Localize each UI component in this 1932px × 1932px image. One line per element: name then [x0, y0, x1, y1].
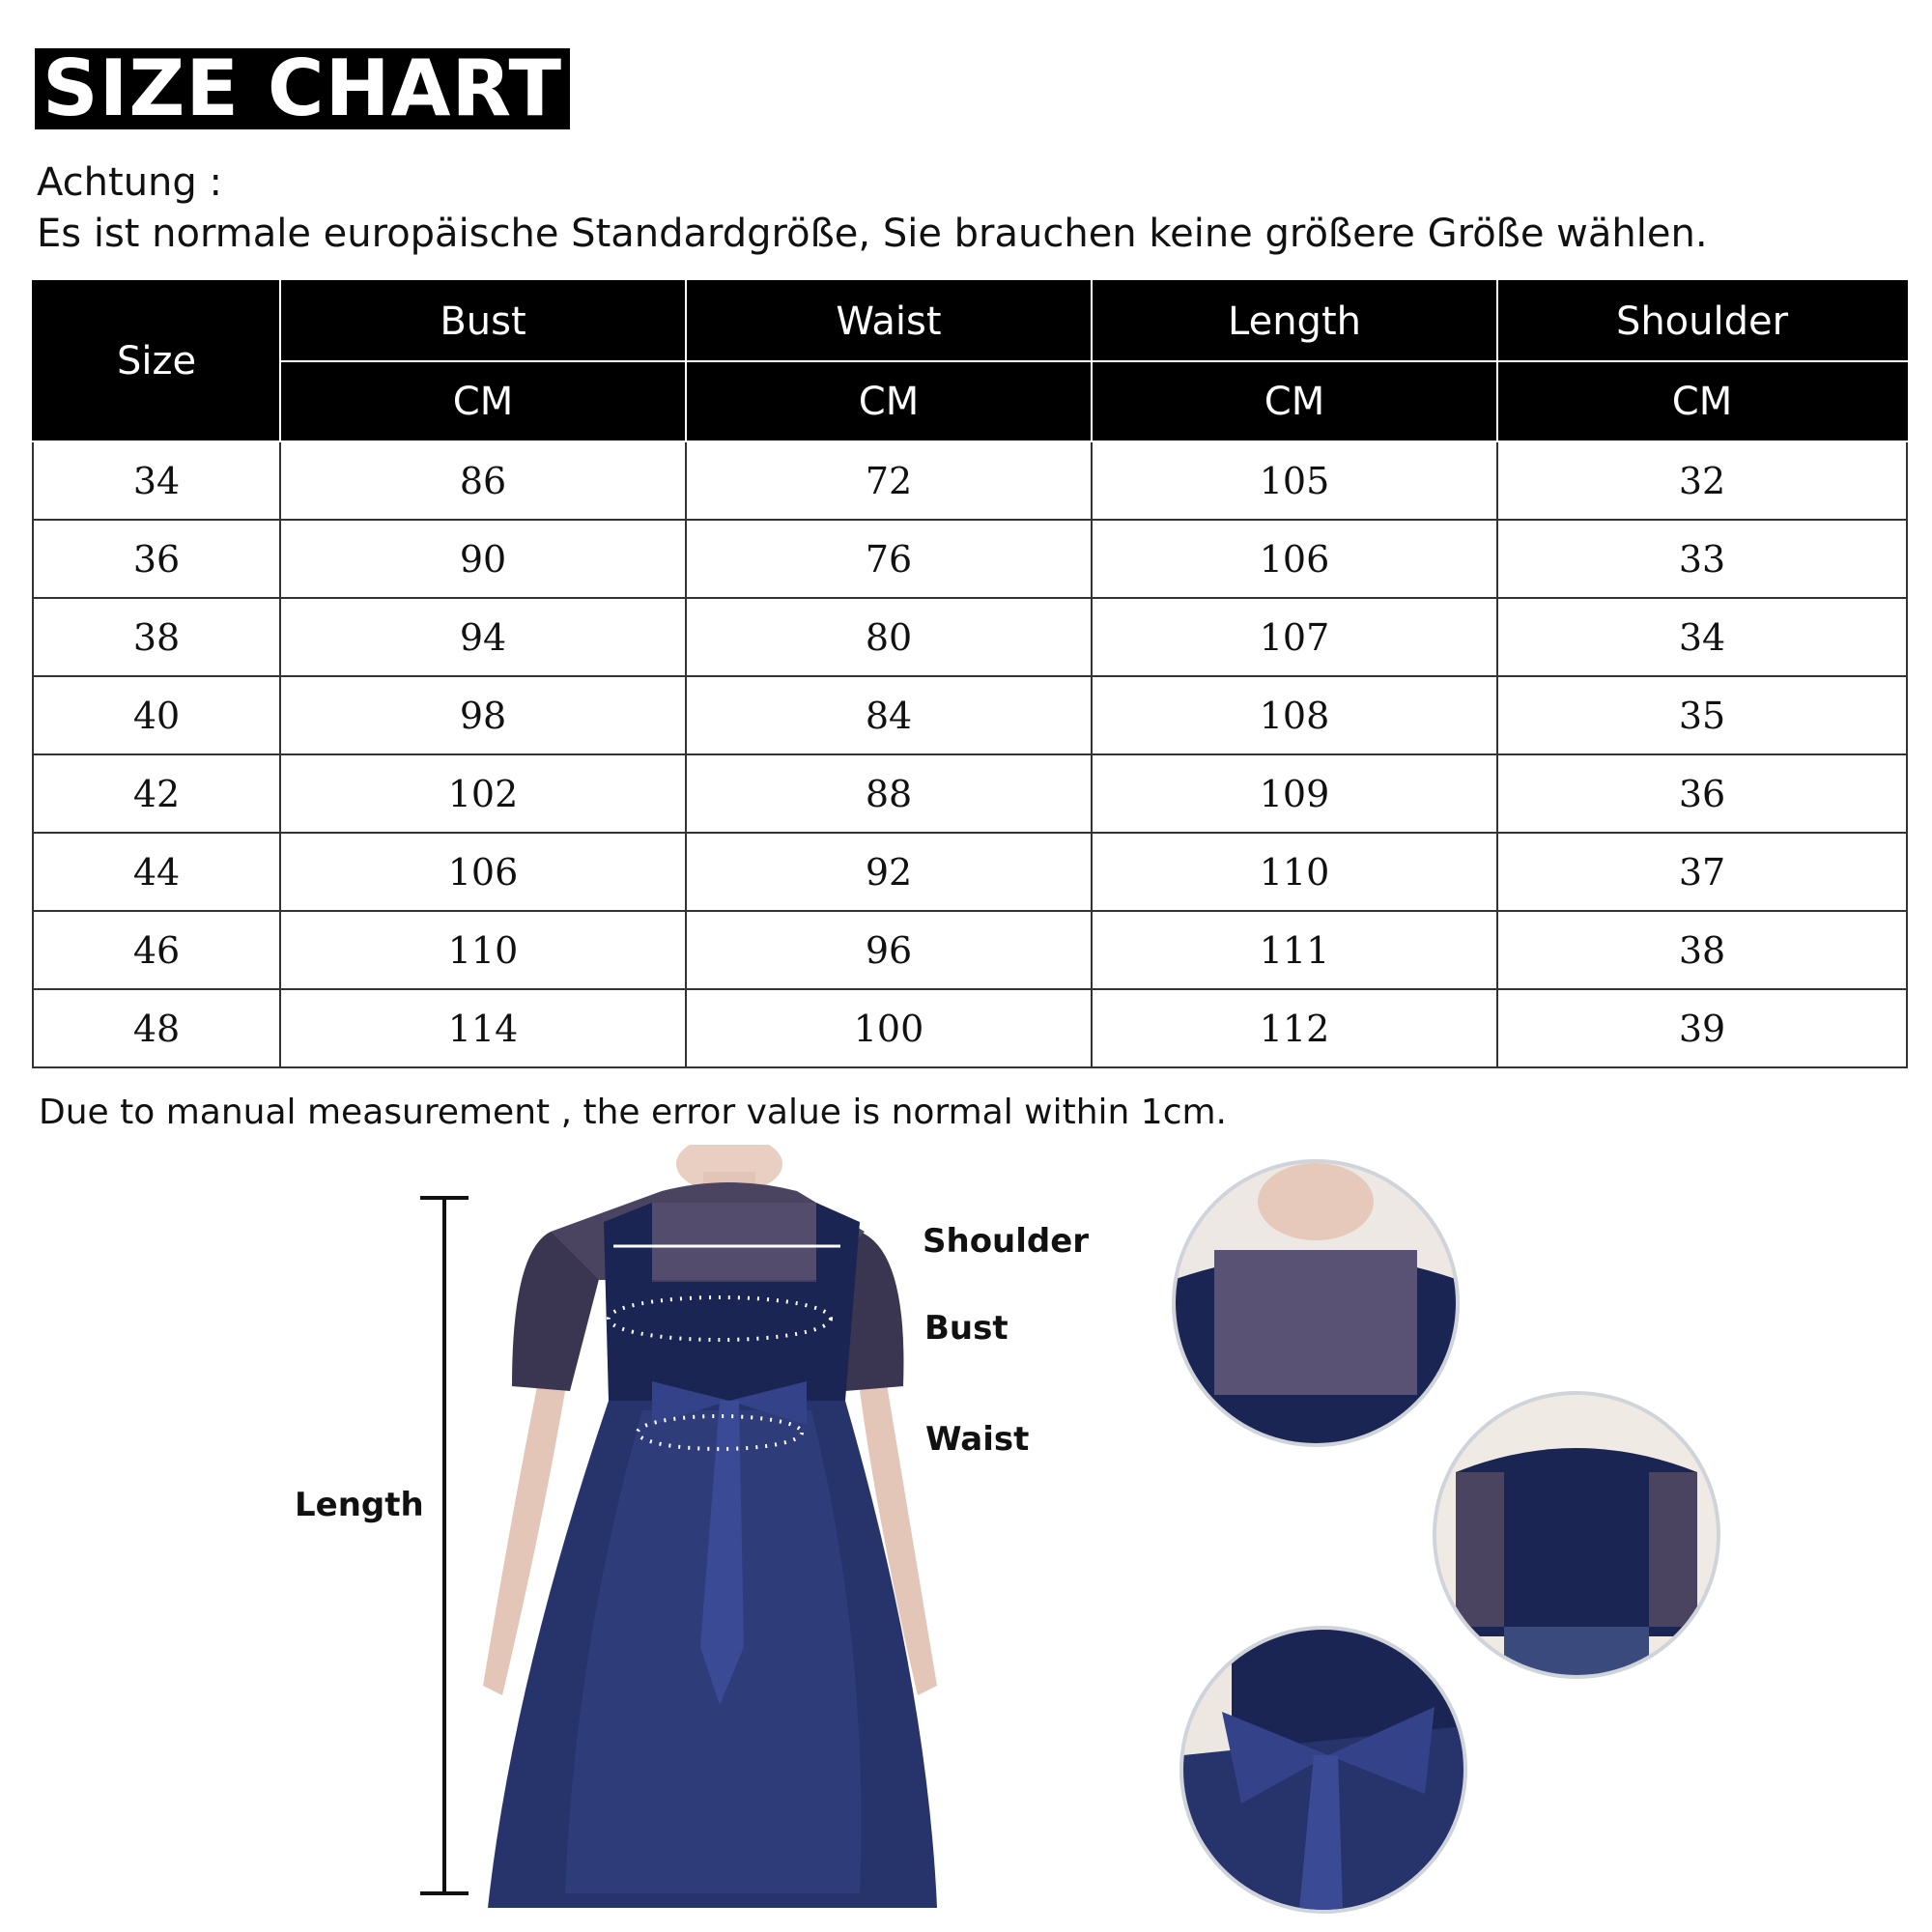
bust-unit-header: CM [280, 361, 686, 441]
note-text: Es ist normale europäische Standardgröße, Sie brauchen keine größere Größe wählen. [37, 212, 1708, 256]
page-title: SIZE CHART [35, 48, 570, 129]
bust-cell: 102 [280, 754, 686, 833]
shoulder-cell: 34 [1497, 598, 1907, 676]
table-row [33, 833, 1907, 911]
shoulder-cell: 33 [1497, 520, 1907, 598]
length-cell: 109 [1092, 754, 1497, 833]
waist-cell: 96 [686, 911, 1092, 989]
shoulder-unit-header: CM [1497, 361, 1907, 441]
length-cell: 106 [1092, 520, 1497, 598]
waist-cell: 92 [686, 833, 1092, 911]
size-cell: 46 [33, 911, 280, 989]
waist-cell: 84 [686, 676, 1092, 754]
length-column-header: Length [1092, 281, 1497, 361]
size-cell: 48 [33, 989, 280, 1067]
table-row [33, 598, 1907, 676]
collar-detail-photo [1172, 1159, 1460, 1447]
waist-cell: 72 [686, 441, 1092, 520]
bust-cell: 114 [280, 989, 686, 1067]
bust-cell: 94 [280, 598, 686, 676]
shoulder-column-header: Shoulder [1497, 281, 1907, 361]
size-cell: 38 [33, 598, 280, 676]
size-cell: 40 [33, 676, 280, 754]
shoulder-cell: 38 [1497, 911, 1907, 989]
length-cell: 107 [1092, 598, 1497, 676]
length-cell: 105 [1092, 441, 1497, 520]
table-row [33, 989, 1907, 1067]
waist-cell: 100 [686, 989, 1092, 1067]
bow-detail-photo [1179, 1626, 1467, 1914]
shoulder-cell: 39 [1497, 989, 1907, 1067]
waist-cell: 88 [686, 754, 1092, 833]
length-cell: 108 [1092, 676, 1497, 754]
dress-model-photo [473, 1145, 947, 1932]
length-cell: 112 [1092, 989, 1497, 1067]
size-cell: 42 [33, 754, 280, 833]
waist-cell: 80 [686, 598, 1092, 676]
waist-column-header: Waist [686, 281, 1092, 361]
shoulder-cell: 36 [1497, 754, 1907, 833]
shoulder-cell: 37 [1497, 833, 1907, 911]
size-cell: 34 [33, 441, 280, 520]
note-heading: Achtung : [37, 160, 222, 205]
waist-cell: 76 [686, 520, 1092, 598]
length-cell: 111 [1092, 911, 1497, 989]
length-unit-header: CM [1092, 361, 1497, 441]
table-row [33, 754, 1907, 833]
bust-cell: 90 [280, 520, 686, 598]
bust-label: Bust [924, 1309, 1009, 1348]
measurement-footnote: Due to manual measurement , the error value is normal within 1cm. [39, 1093, 1227, 1132]
table-row [33, 441, 1907, 520]
shoulder-label: Shoulder [923, 1222, 1090, 1261]
bust-column-header: Bust [280, 281, 686, 361]
waist-label: Waist [925, 1420, 1030, 1459]
shoulder-cell: 32 [1497, 441, 1907, 520]
waist-unit-header: CM [686, 361, 1092, 441]
size-table [32, 280, 1908, 1068]
size-cell: 44 [33, 833, 280, 911]
size-cell: 36 [33, 520, 280, 598]
length-measure-bar [415, 1193, 473, 1898]
bust-cell: 86 [280, 441, 686, 520]
table-row [33, 520, 1907, 598]
size-column-header: Size [33, 281, 280, 441]
bust-cell: 98 [280, 676, 686, 754]
length-cell: 110 [1092, 833, 1497, 911]
table-row [33, 676, 1907, 754]
bust-cell: 110 [280, 911, 686, 989]
table-row [33, 911, 1907, 989]
length-label: Length [295, 1486, 424, 1524]
bust-cell: 106 [280, 833, 686, 911]
shoulder-cell: 35 [1497, 676, 1907, 754]
back-detail-photo [1433, 1391, 1720, 1679]
